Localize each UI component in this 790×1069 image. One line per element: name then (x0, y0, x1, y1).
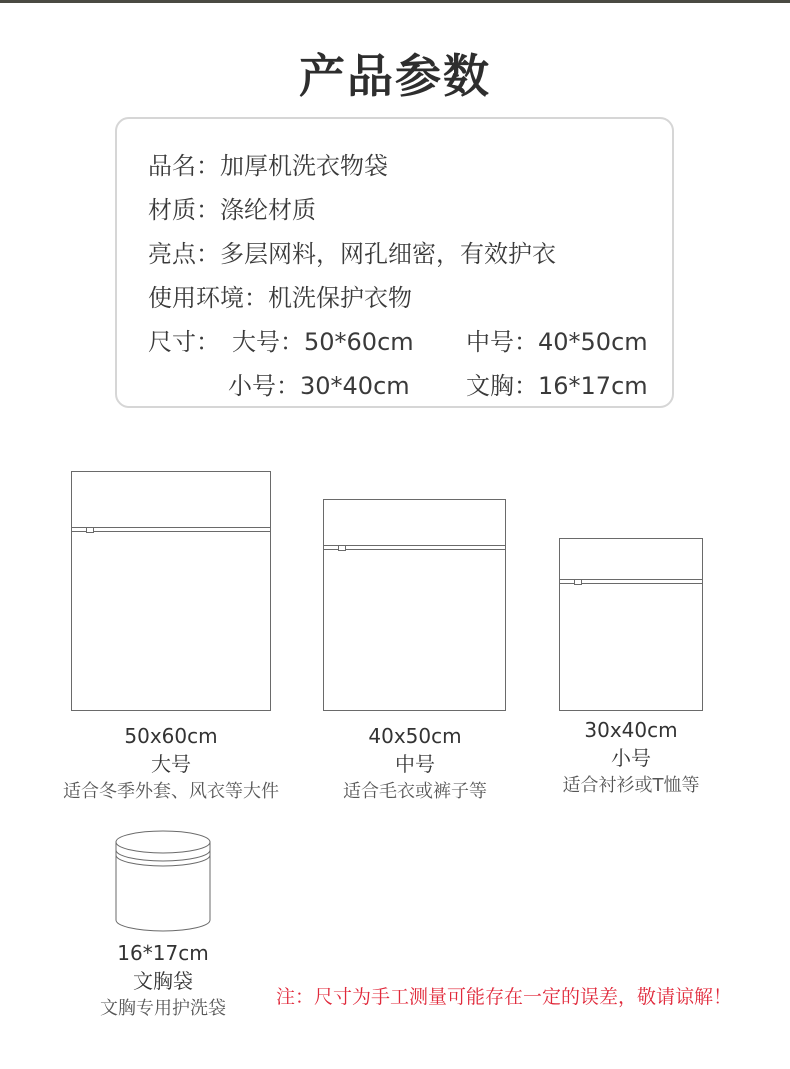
bag-use: 适合冬季外套、风衣等大件 (63, 781, 279, 802)
small-bag-illustration (559, 538, 703, 711)
spec-usage: 使用环境：机洗保护衣物 (148, 284, 412, 312)
spec-size-large: 大号：50*60cm (232, 328, 414, 356)
medium-bag-caption (320, 724, 510, 803)
bag-size: 40x50cm (368, 724, 462, 748)
zipper (72, 527, 270, 532)
small-bag-caption (540, 718, 722, 797)
bag-name: 中号 (395, 752, 435, 776)
spec-product-name: 品名：加厚机洗衣物袋 (148, 152, 388, 180)
measurement-note: 注：尺寸为手工测量可能存在一定的误差，敬请谅解！ (276, 986, 733, 1008)
bag-use: 适合毛衣或裤子等 (343, 781, 487, 802)
bag-name: 大号 (151, 752, 191, 776)
bra-bag-caption (82, 941, 244, 1020)
bag-size: 30x40cm (584, 718, 678, 742)
bra-bag-illustration (112, 828, 214, 936)
spec-feature: 亮点：多层网料，网孔细密，有效护衣 (148, 240, 556, 268)
bag-size: 16*17cm (117, 941, 209, 965)
spec-size-bra: 文胸：16*17cm (466, 372, 648, 400)
bag-use: 文胸专用护洗袋 (100, 998, 226, 1019)
zipper-pull (86, 527, 94, 533)
large-bag-illustration (71, 471, 271, 711)
zipper-pull (574, 579, 582, 585)
spec-material: 材质：涤纶材质 (148, 196, 316, 224)
spec-size-medium: 中号：40*50cm (466, 328, 648, 356)
large-bag-caption (40, 724, 302, 803)
bag-size: 50x60cm (124, 724, 218, 748)
bag-name: 文胸袋 (133, 969, 193, 993)
zipper-pull (338, 545, 346, 551)
zipper (560, 579, 702, 584)
bag-use: 适合衬衫或T恤等 (562, 775, 700, 796)
spec-size-small: 小号：30*40cm (228, 372, 410, 400)
medium-bag-illustration (323, 499, 506, 711)
zipper (324, 545, 505, 550)
top-divider (0, 0, 790, 3)
spec-size-label: 尺寸： (148, 328, 220, 356)
page-title: 产品参数 (299, 49, 491, 103)
bag-name: 小号 (611, 746, 651, 770)
